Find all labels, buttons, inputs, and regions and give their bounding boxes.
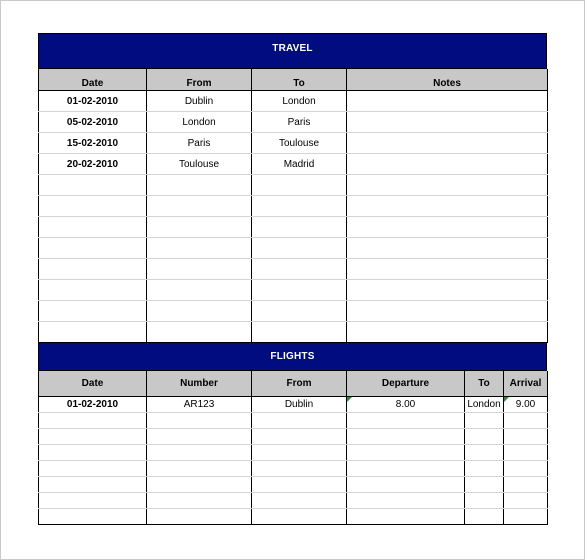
travel-cell-to[interactable]: Paris: [252, 112, 347, 133]
flights-row: [39, 477, 548, 493]
travel-row: [39, 322, 548, 343]
travel-cell-date[interactable]: 15-02-2010: [39, 133, 147, 154]
travel-cell-date[interactable]: [39, 322, 147, 343]
flights-cell-from[interactable]: [252, 461, 347, 477]
flights-cell-arrival[interactable]: [504, 461, 548, 477]
travel-cell-to[interactable]: [252, 322, 347, 343]
travel-cell-from[interactable]: Paris: [147, 133, 252, 154]
flights-cell-departure[interactable]: [347, 429, 465, 445]
travel-cell-from[interactable]: [147, 196, 252, 217]
travel-cell-from[interactable]: [147, 301, 252, 322]
travel-cell-notes[interactable]: [347, 154, 548, 175]
flights-cell-number[interactable]: [147, 413, 252, 429]
flights-cell-arrival[interactable]: [504, 413, 548, 429]
flights-cell-date[interactable]: [39, 445, 147, 461]
flights-cell-number[interactable]: [147, 477, 252, 493]
travel-cell-date[interactable]: 01-02-2010: [39, 91, 147, 112]
travel-cell-from[interactable]: [147, 217, 252, 238]
flights-cell-departure[interactable]: 8.00: [347, 397, 465, 413]
flights-cell-arrival[interactable]: [504, 429, 548, 445]
travel-row: [39, 112, 548, 133]
travel-cell-notes[interactable]: [347, 238, 548, 259]
travel-cell-date[interactable]: 05-02-2010: [39, 112, 147, 133]
cell-note-indicator-icon: [347, 397, 352, 402]
travel-row: [39, 217, 548, 238]
travel-cell-date[interactable]: [39, 259, 147, 280]
flights-row: [39, 461, 548, 477]
flights-title: FLIGHTS: [38, 342, 547, 371]
travel-cell-to[interactable]: Toulouse: [252, 133, 347, 154]
flights-cell-arrival[interactable]: [504, 445, 548, 461]
travel-header-row: [39, 69, 548, 91]
flights-row: [39, 445, 548, 461]
travel-cell-notes[interactable]: [347, 301, 548, 322]
flights-cell-from[interactable]: [252, 413, 347, 429]
flights-cell-arrival[interactable]: [504, 509, 548, 525]
flights-cell-from[interactable]: [252, 429, 347, 445]
travel-row: [39, 175, 548, 196]
flights-header-number: Number: [147, 371, 252, 397]
travel-cell-to[interactable]: [252, 196, 347, 217]
flights-cell-departure[interactable]: [347, 445, 465, 461]
travel-row: [39, 259, 548, 280]
flights-cell-date[interactable]: [39, 461, 147, 477]
travel-row: [39, 196, 548, 217]
travel-section: [38, 33, 547, 343]
flights-table: [38, 371, 548, 525]
flights-cell-from[interactable]: [252, 509, 347, 525]
flights-row: [39, 493, 548, 509]
flights-cell-to[interactable]: [465, 493, 504, 509]
flights-cell-departure[interactable]: [347, 509, 465, 525]
travel-cell-to[interactable]: [252, 175, 347, 196]
flights-cell-to[interactable]: London: [465, 397, 504, 413]
flights-cell-to[interactable]: [465, 461, 504, 477]
travel-cell-to[interactable]: [252, 280, 347, 301]
travel-row: [39, 154, 548, 175]
flights-cell-from[interactable]: [252, 445, 347, 461]
travel-cell-date[interactable]: [39, 238, 147, 259]
travel-cell-from[interactable]: [147, 238, 252, 259]
flights-cell-date[interactable]: [39, 477, 147, 493]
flights-cell-from[interactable]: [252, 477, 347, 493]
travel-cell-notes[interactable]: [347, 175, 548, 196]
travel-row: [39, 301, 548, 322]
travel-cell-from[interactable]: [147, 175, 252, 196]
flights-header-row: [39, 371, 548, 397]
flights-cell-date[interactable]: 01-02-2010: [39, 397, 147, 413]
travel-cell-date[interactable]: 20-02-2010: [39, 154, 147, 175]
flights-cell-date[interactable]: [39, 493, 147, 509]
flights-header-date: Date: [39, 371, 147, 397]
flights-row: [39, 413, 548, 429]
flights-cell-to[interactable]: [465, 445, 504, 461]
flights-cell-number[interactable]: [147, 445, 252, 461]
flights-cell-to[interactable]: [465, 477, 504, 493]
travel-cell-notes[interactable]: [347, 196, 548, 217]
travel-cell-from[interactable]: [147, 280, 252, 301]
flights-cell-number[interactable]: [147, 509, 252, 525]
travel-header-notes: Notes: [347, 69, 548, 91]
cell-note-indicator-icon: [504, 397, 509, 402]
travel-table: [38, 69, 548, 343]
flights-cell-arrival[interactable]: 9.00: [504, 397, 548, 413]
flights-cell-departure[interactable]: [347, 493, 465, 509]
travel-cell-to[interactable]: [252, 238, 347, 259]
flights-cell-date[interactable]: [39, 509, 147, 525]
travel-cell-from[interactable]: [147, 259, 252, 280]
travel-cell-from[interactable]: Dublin: [147, 91, 252, 112]
travel-header-date: Date: [39, 69, 147, 91]
flights-cell-number[interactable]: [147, 461, 252, 477]
travel-header-from: From: [147, 69, 252, 91]
travel-title: TRAVEL: [38, 33, 547, 69]
travel-cell-to[interactable]: London: [252, 91, 347, 112]
flights-row: [39, 397, 548, 413]
flights-cell-from[interactable]: Dublin: [252, 397, 347, 413]
flights-header-departure: Departure: [347, 371, 465, 397]
travel-row: [39, 91, 548, 112]
travel-cell-to[interactable]: [252, 259, 347, 280]
flights-row: [39, 429, 548, 445]
travel-cell-notes[interactable]: [347, 133, 548, 154]
travel-cell-from[interactable]: [147, 322, 252, 343]
travel-row: [39, 280, 548, 301]
travel-cell-notes[interactable]: [347, 112, 548, 133]
flights-cell-to[interactable]: [465, 413, 504, 429]
flights-header-from: From: [252, 371, 347, 397]
travel-cell-date[interactable]: [39, 301, 147, 322]
flights-cell-to[interactable]: [465, 509, 504, 525]
flights-header-arrival: Arrival: [504, 371, 548, 397]
flights-cell-departure[interactable]: [347, 413, 465, 429]
travel-cell-notes[interactable]: [347, 280, 548, 301]
travel-cell-to[interactable]: [252, 217, 347, 238]
flights-cell-arrival[interactable]: [504, 477, 548, 493]
travel-row: [39, 238, 548, 259]
flights-row: [39, 509, 548, 525]
flights-header-to: To: [465, 371, 504, 397]
travel-header-to: To: [252, 69, 347, 91]
travel-cell-notes[interactable]: [347, 217, 548, 238]
travel-cell-date[interactable]: [39, 175, 147, 196]
flights-cell-to[interactable]: [465, 429, 504, 445]
travel-cell-notes[interactable]: [347, 259, 548, 280]
flights-cell-number[interactable]: [147, 429, 252, 445]
flights-section: [38, 342, 547, 525]
flights-cell-date[interactable]: [39, 429, 147, 445]
travel-cell-date[interactable]: [39, 280, 147, 301]
travel-cell-from[interactable]: Toulouse: [147, 154, 252, 175]
flights-cell-departure[interactable]: [347, 461, 465, 477]
flights-cell-date[interactable]: [39, 413, 147, 429]
travel-cell-to[interactable]: [252, 301, 347, 322]
travel-cell-notes[interactable]: [347, 322, 548, 343]
flights-cell-from[interactable]: [252, 493, 347, 509]
flights-cell-arrival[interactable]: [504, 493, 548, 509]
travel-cell-from[interactable]: London: [147, 112, 252, 133]
flights-cell-number[interactable]: AR123: [147, 397, 252, 413]
flights-cell-departure[interactable]: [347, 477, 465, 493]
travel-row: [39, 133, 548, 154]
flights-cell-number[interactable]: [147, 493, 252, 509]
travel-cell-date[interactable]: [39, 217, 147, 238]
travel-cell-notes[interactable]: [347, 91, 548, 112]
travel-cell-date[interactable]: [39, 196, 147, 217]
travel-cell-to[interactable]: Madrid: [252, 154, 347, 175]
